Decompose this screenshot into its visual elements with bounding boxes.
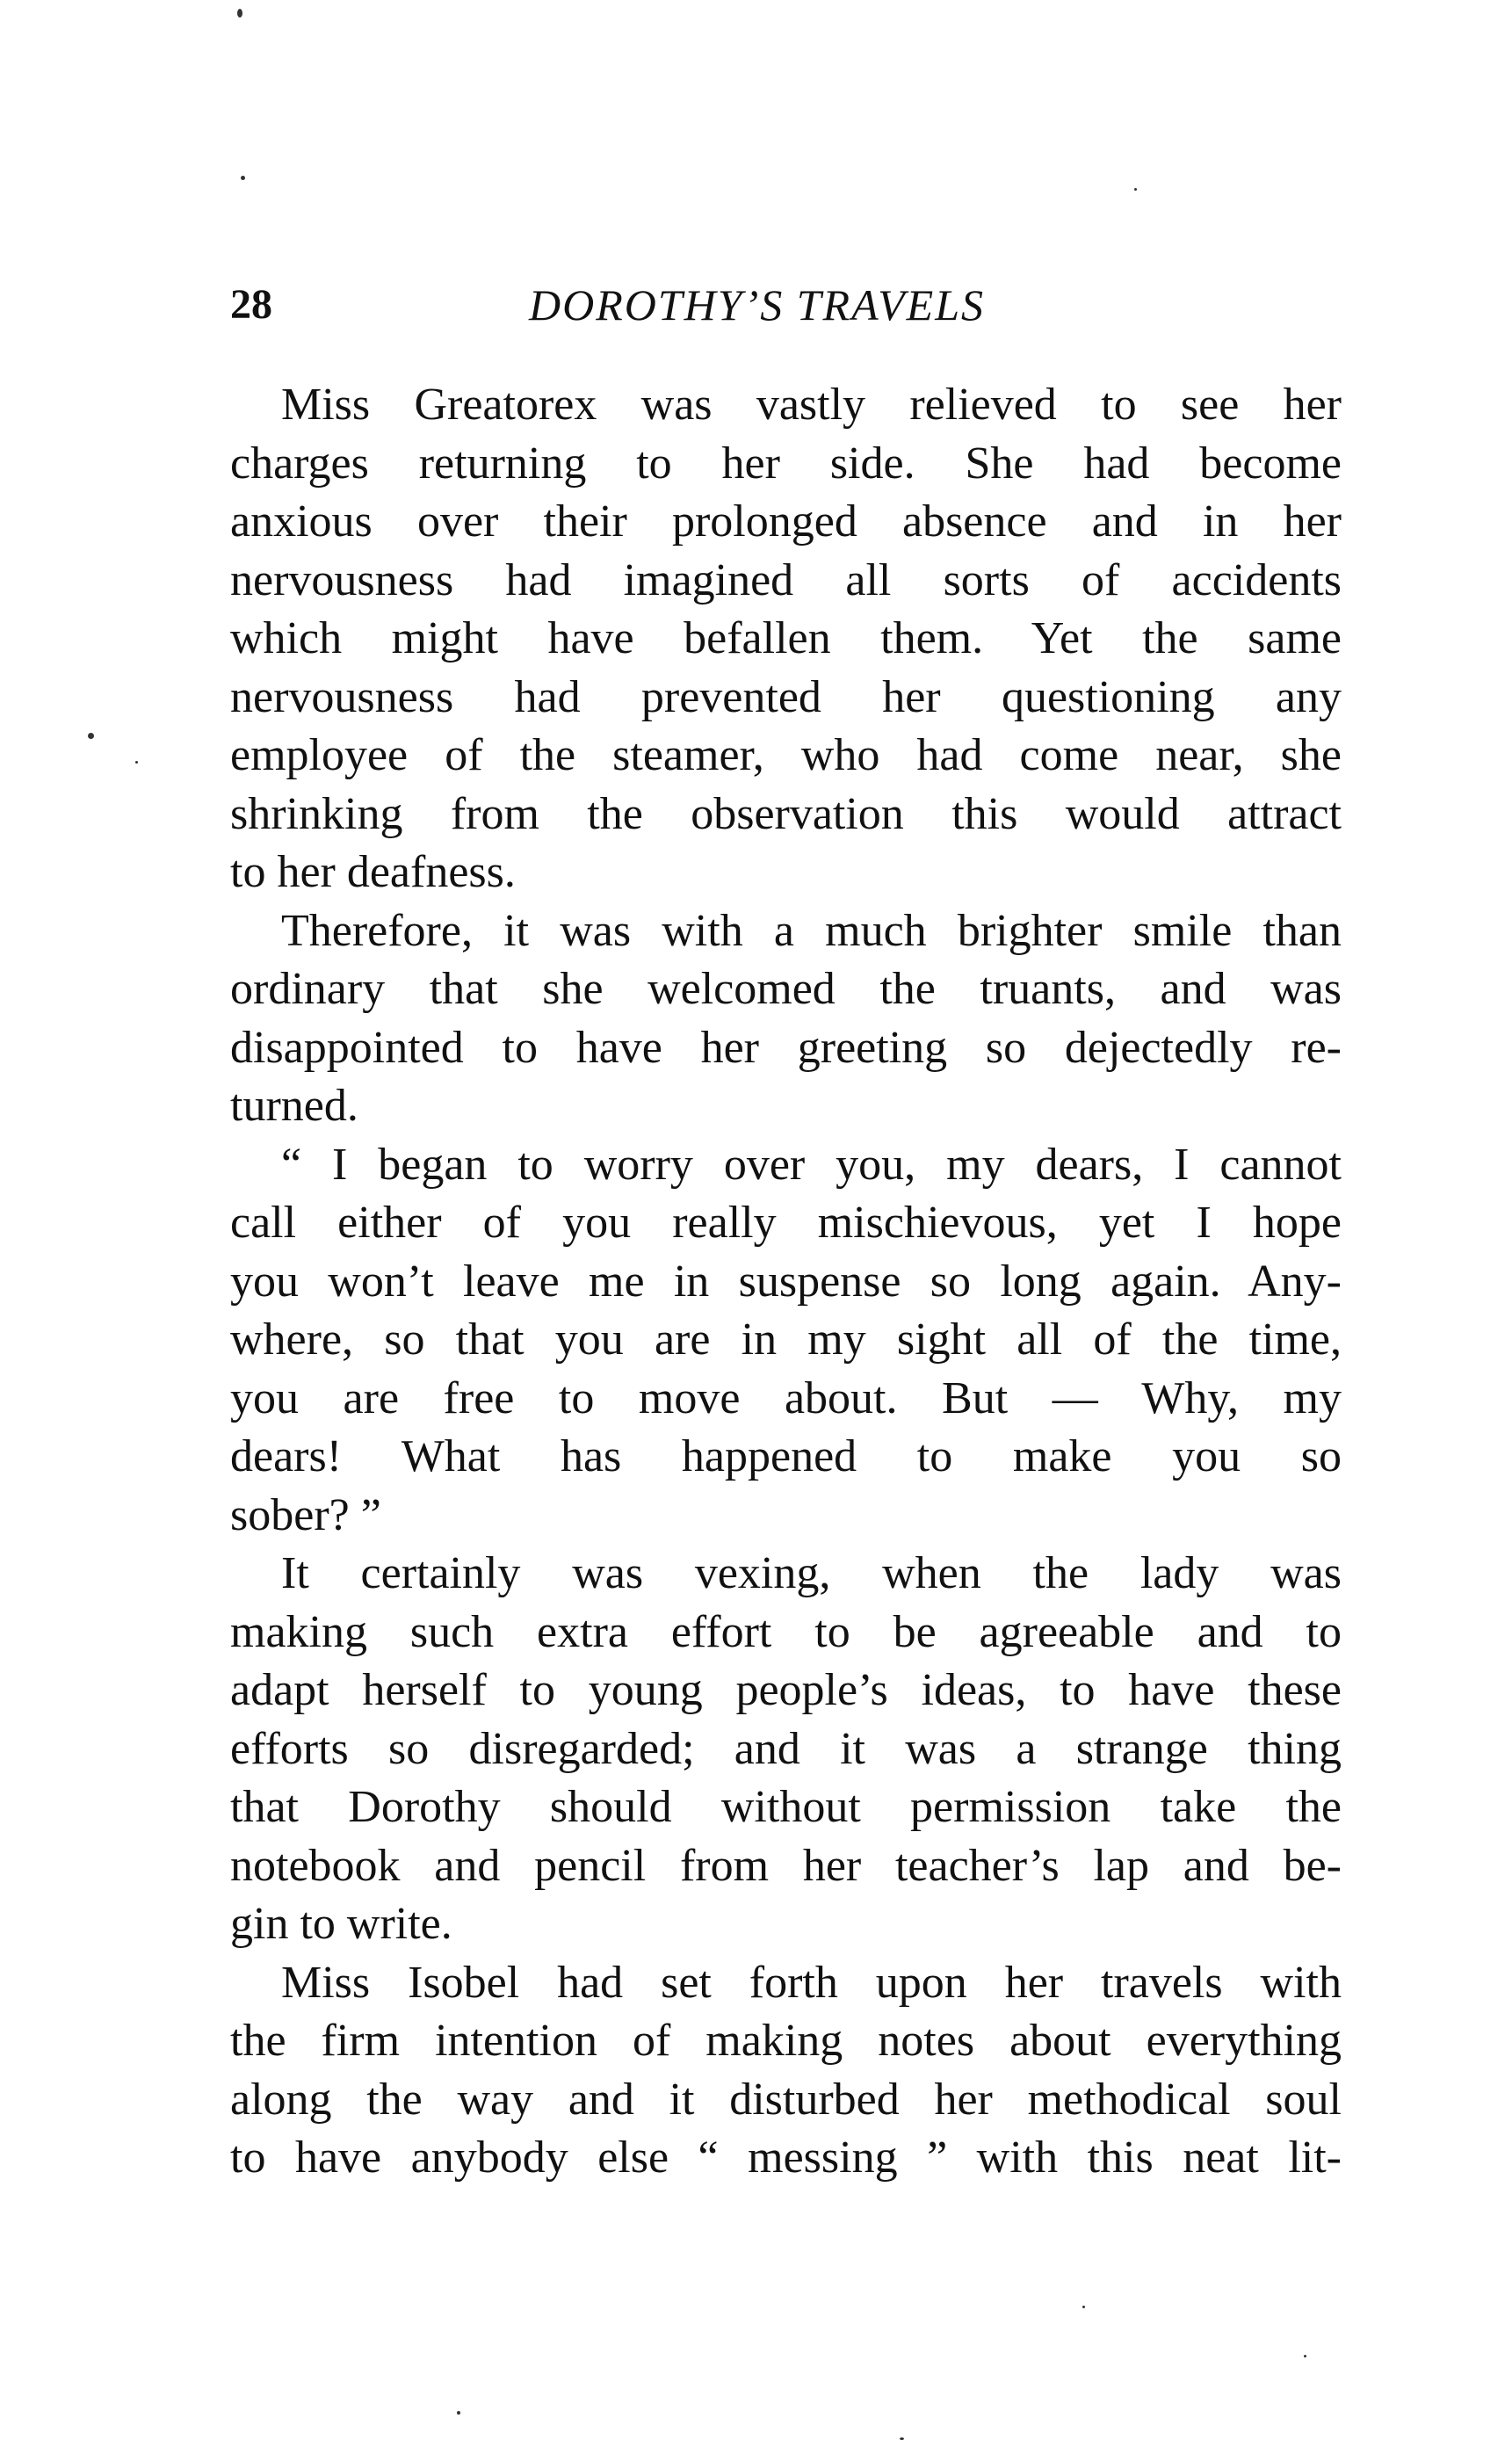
text-line: sober? ” (230, 1489, 381, 1540)
text-line: ordinary that she welcomed the truants, and was (230, 964, 1342, 1014)
text-line: that Dorothy should without permission take the (230, 1782, 1342, 1832)
scan-speck (1304, 2355, 1306, 2357)
text-line: making such extra effort to be agreeable and to (230, 1606, 1342, 1657)
page-header (230, 274, 1342, 336)
running-title: DOROTHY’S TRAVELS (529, 280, 986, 330)
text-line: call either of you really mischievous, yet I hope (230, 1198, 1342, 1248)
text-line: Miss Isobel had set forth upon her travels with (281, 1957, 1342, 2008)
text-line: along the way and it disturbed her methodical soul (230, 2074, 1342, 2125)
scan-speck (241, 176, 245, 180)
scan-speck (900, 2437, 904, 2440)
text-line: Therefore, it was with a much brighter smile than (281, 905, 1342, 956)
text-line: nervousness had prevented her questioning any (230, 671, 1342, 722)
text-line: It certainly was vexing, when the lady was (281, 1548, 1342, 1598)
text-line: notebook and pencil from her teacher’s lap and be- (230, 1840, 1342, 1891)
text-line: you won’t leave me in suspense so long again. Any- (230, 1256, 1342, 1307)
text-line: dears! What has happened to make you so (230, 1431, 1342, 1481)
text-line: turned. (230, 1081, 358, 1131)
text-line: which might have befallen them. Yet the same (230, 613, 1342, 663)
paragraph-5 (230, 1954, 1342, 2188)
text-line: adapt herself to young people’s ideas, to have these (230, 1665, 1342, 1715)
text-line: disappointed to have her greeting so dejectedly re- (230, 1022, 1342, 1073)
body-text (230, 376, 1342, 2188)
paragraph-2 (230, 902, 1342, 1136)
paragraph-3 (230, 1136, 1342, 1546)
scan-speck (1134, 188, 1137, 191)
text-line: shrinking from the observation this would attract (230, 788, 1342, 839)
text-line: anxious over their prolonged absence and in her (230, 496, 1342, 547)
scan-speck (1082, 2306, 1085, 2308)
text-line: the firm intention of making notes about everything (230, 2016, 1342, 2066)
scan-speck (88, 733, 94, 739)
text-line: to have anybody else “ messing ” with this neat lit- (230, 2133, 1342, 2183)
text-line: you are free to move about. But — Why, my (230, 1372, 1342, 1423)
text-line: to her deafness. (230, 847, 516, 897)
text-line: “ I began to worry over you, my dears, I cannot (281, 1139, 1342, 1190)
page-number: 28 (230, 281, 272, 328)
text-line: gin to write. (230, 1899, 452, 1949)
paragraph-4 (230, 1545, 1342, 1954)
text-line: nervousness had imagined all sorts of accidents (230, 554, 1342, 605)
text-line: charges returning to her side. She had become (230, 438, 1342, 489)
paragraph-1 (230, 376, 1342, 902)
scan-speck (135, 761, 138, 764)
text-line: where, so that you are in my sight all of the time, (230, 1314, 1342, 1365)
text-line: employee of the steamer, who had come near, she (230, 730, 1342, 780)
scan-speck (237, 9, 242, 18)
text-line: efforts so disregarded; and it was a strange thing (230, 1723, 1342, 1774)
text-line: Miss Greatorex was vastly relieved to see her (281, 380, 1342, 430)
scan-speck (457, 2411, 460, 2415)
